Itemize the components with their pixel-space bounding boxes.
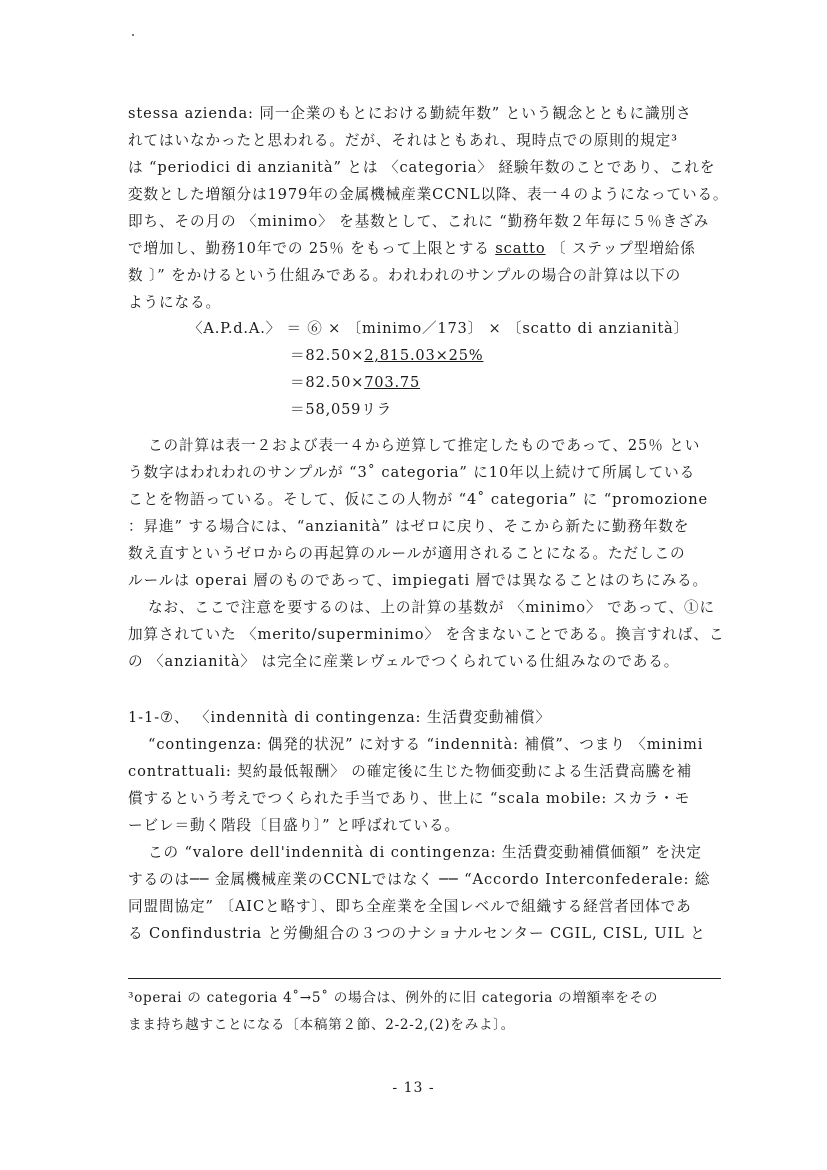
- body-line: この “valore dell'indennità di contingenza: 生活費変動補償価額” を決定: [148, 844, 702, 861]
- scatto-term: scatto: [495, 240, 546, 257]
- body-line: 同盟間協定” 〔AICと略す〕、即ち全産業を全国レベルで組織する経営者団体であ: [128, 898, 692, 915]
- scan-speck: [132, 34, 134, 36]
- body-line: stessa azienda: 同一企業のもとにおける勤続年数” という観念とともに識別さ: [128, 105, 692, 122]
- body-line: この計算は表一２および表一４から逆算して推定したものであって、25％ とい: [148, 437, 701, 454]
- body-line: ルールは operai 層のものであって、impiegati 層では異なることはのちにみる。: [128, 572, 709, 589]
- calc-step-2: [290, 373, 420, 393]
- calc-step-1: [290, 346, 483, 366]
- section-heading: 1-1-⑦、 〈indennità di contingenza: 生活費変動補償〉: [128, 709, 551, 726]
- calc-formula: 〈A.P.d.A.〉 ＝ ⑥ × 〔minimo／173〕 × 〔scatto di anzianità〕: [188, 320, 689, 337]
- body-line: れてはいなかったと思われる。だが、それはともあれ、現時点での原則的規定³: [128, 132, 678, 149]
- body-line: 数 〕” をかけるという仕組みである。われわれのサンプルの場合の計算は以下の: [128, 267, 682, 284]
- body-line: 数え直すというゼロからの再起算のルールが適用されることになる。ただしこの: [128, 545, 686, 562]
- body-line: なお、ここで注意を要するのは、上の計算の基数が 〈minimo〉 であって、①に: [148, 599, 716, 616]
- body-line-text: で増加し、勤務10年での 25％ をもって上限とする: [128, 240, 490, 257]
- footnote-divider: [128, 978, 721, 979]
- calc-step-1-underlined: 2,815.03×25%: [364, 347, 484, 364]
- calc-step-1-prefix: ＝82.50×: [290, 347, 365, 364]
- body-line: る Confindustria と労働組合の３つのナショナルセンター CGIL, CISL, UIL と: [128, 925, 706, 942]
- body-line-text: 〔 ステップ型増給係: [551, 240, 696, 257]
- body-line: contrattuali: 契約最低報酬〉 の確定後に生じた物価変動による生活費高騰を補: [128, 763, 693, 780]
- body-line: “contingenza: 偶発的状況” に対する “indennità: 補償”、つまり 〈minimi: [148, 736, 704, 753]
- body-line: 変数とした増額分は1979年の金属機械産業CCNL以降、表一４のようになっている。: [128, 186, 729, 203]
- body-line: 償するという考えでつくられた手当であり、世上に “scala mobile: スカラ・モ: [128, 790, 691, 807]
- body-line: の 〈anzianità〉 は完全に産業レヴェルでつくられている仕組みなのである。: [128, 653, 680, 670]
- body-line: [128, 239, 728, 259]
- footnote-line: ³operai の categoria 4˚→5˚ の場合は、例外的に旧 categoria の増額率をその: [128, 990, 659, 1006]
- page-number: - 13 -: [392, 1080, 435, 1096]
- body-line: ことを物語っている。そして、仮にこの人物が “4˚ categoria” に “promozione: [128, 491, 709, 508]
- body-line: ようになる。: [128, 294, 221, 311]
- body-line: は “periodici di anzianità” とは 〈categoria〉 経験年数のことであり、これを: [128, 159, 716, 176]
- body-line: ：昇進” する場合には、“anzianità” はゼロに戻り、そこから新たに勤務年数を: [128, 518, 690, 535]
- calc-step-2-underlined: 703.75: [364, 374, 421, 391]
- footnote-line: まま持ち越すことになる〔本稿第２節、2-2-2,(2)をみよ〕。: [128, 1017, 515, 1033]
- body-line: 加算されていた 〈merito/superminimo〉 を含まないことである。換言すれば、こ: [128, 626, 725, 643]
- calc-result: ＝58,059リラ: [290, 401, 393, 418]
- body-line: う数字はわれわれのサンプルが “3˚ categoria” に10年以上続けて所属している: [128, 464, 696, 481]
- body-line: するのは── 金属機械産業のCCNLではなく ── “Accordo Interconfederale: 総: [128, 871, 711, 888]
- body-line: 即ち、その月の 〈minimo〉 を基数として、これに “勤務年数２年毎に５％きざみ: [128, 213, 710, 230]
- body-line: ービレ＝動く階段〔目盛り〕” と呼ばれている。: [128, 817, 460, 834]
- calc-step-2-prefix: ＝82.50×: [290, 374, 365, 391]
